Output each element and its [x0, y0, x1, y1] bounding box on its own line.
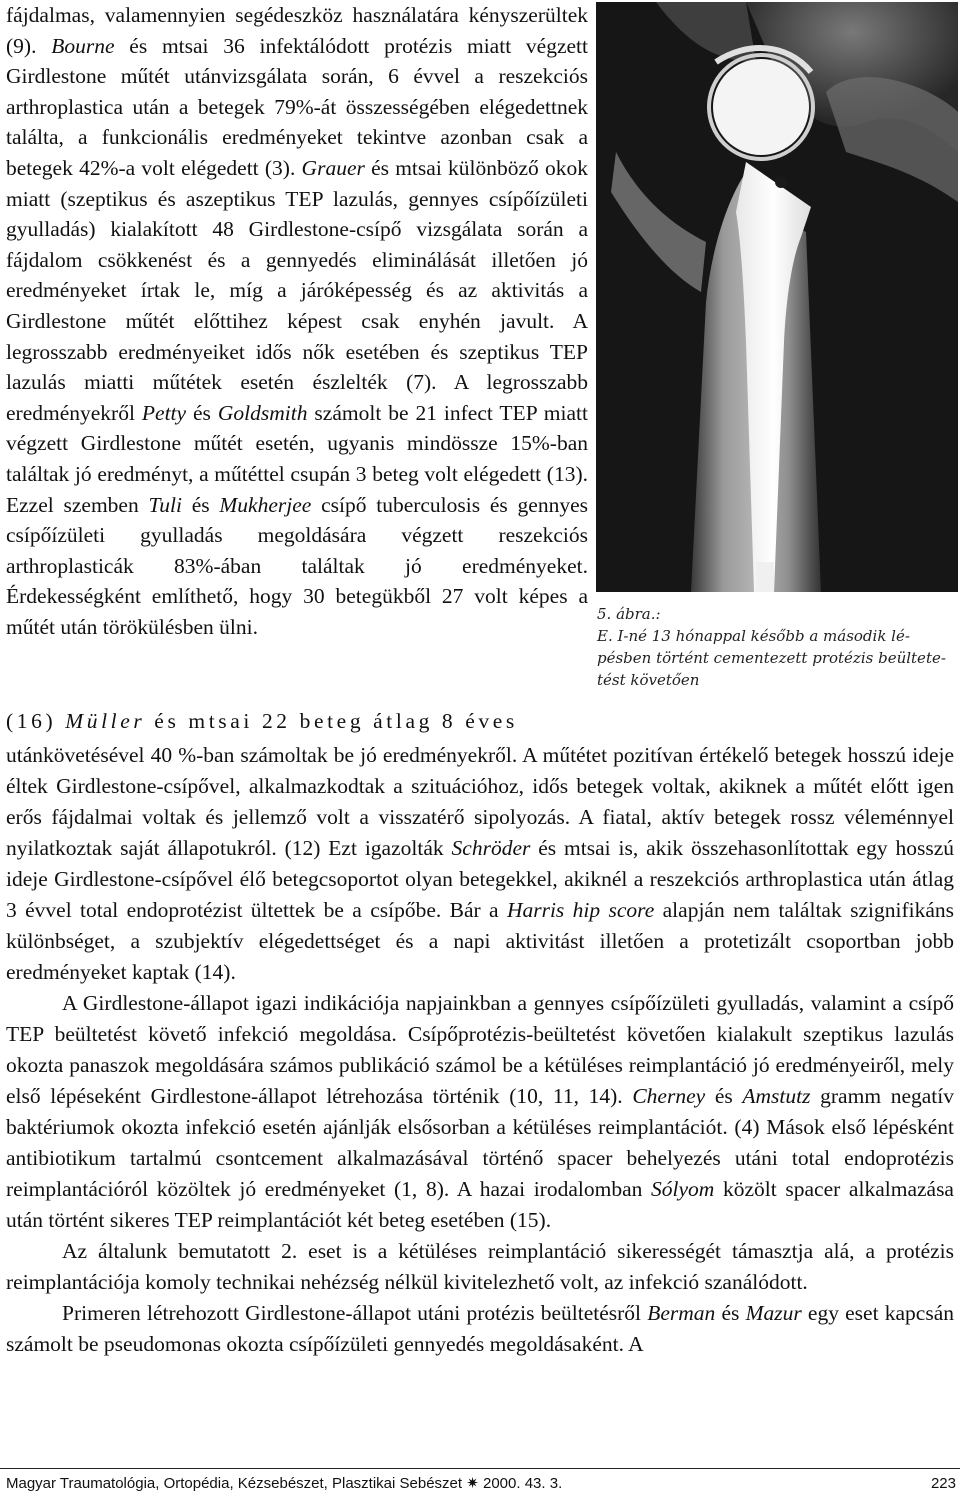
author-name: Grauer [301, 155, 365, 180]
caption-line: pésben történt cementezett protézis beültete- [597, 649, 946, 667]
text-run: (16) [6, 709, 66, 733]
star-icon: ✷ [466, 1475, 479, 1492]
author-name: Mukherjee [219, 492, 312, 517]
page-footer [0, 1468, 960, 1498]
text-run: és [186, 400, 218, 425]
author-name: Harris hip score [506, 898, 655, 922]
text-run: és [181, 492, 220, 517]
page-number: 223 [930, 1475, 956, 1492]
author-name: Petty [141, 400, 187, 425]
paragraph [6, 1298, 954, 1360]
paragraph [6, 1236, 954, 1298]
text-run: egy eset kapcsán számolt be pseudomonas okozta csípőízületi gennyedés megoldásaként. A [6, 1301, 954, 1356]
text-run: és [705, 1084, 743, 1108]
author-name: Amstutz [742, 1084, 811, 1108]
paragraph [6, 988, 954, 1236]
text-run: A Girdlestone-állapot igazi indikációja napjainkban a gennyes csípőízületi gyulladás, valamint a csípő TEP beültetést követő infekció megoldása. Csípőprotézis-beültetést követően kialakult szeptikus lazulás okozta panaszok megoldására számos publikáció számol be a kétüléses reimplantáció jó eredményeiről, mely első lépéseként Girdlestone-állapot létrehozása történik (10, 11, 14). [6, 991, 954, 1108]
author-name: Sólyom [651, 1177, 715, 1201]
caption-line: tést követően [597, 671, 700, 689]
text-run: Primeren létrehozott Girdlestone-állapot utáni protézis beültetésről [62, 1301, 648, 1325]
figure-label: 5. ábra.: [597, 605, 661, 623]
text-run: és mtsai különböző okok miatt (szeptikus és aszeptikus TEP lazulás, gennyes csípőízületi gyulladás) kialakított 48 Girdlestone-csípő vizsgálata során a fájdalom csökkenést és a gennyedés eliminálását illetően jó eredményeket írtak le, míg a járóképesség és az aktivitás a Girdlestone műtét előttihez képest csak enyhén javult. A legrosszabb eredményeiket idős nők esetében és szeptikus TEP lazulás miatti műtétek esetén észlelték (7). A legrosszabb eredményekről [6, 155, 588, 425]
text-run: alapján nem találtak szignifikáns különbséget, a szubjektív elégedettséget és a napi aktivitást illetően a protetizált csoportban jobb eredményeket kaptak (14). [6, 898, 954, 984]
author-name: Tuli [148, 492, 182, 517]
issue-info: 2000. 43. 3. [483, 1475, 563, 1492]
column-text [6, 0, 588, 642]
author-name: Müller [65, 709, 146, 733]
author-name: Goldsmith [217, 400, 308, 425]
author-name: Cherney [632, 1084, 706, 1108]
text-run: utánkövetésével 40 %-ban számoltak be jó eredményekről. A műtétet pozitívan értékelő betegek hosszú ideje éltek Girdlestone-csípővel, alkalmazkodtak a szituációhoz, idős betegek voltak, akiknek a műtét előtt igen erős fájdalmai voltak és jellemző volt a visszatérő sipolyozás. A fiatal, aktív betegek rossz véleménnyel nyilatkoztak saját állapotukról. (12) Ezt igazolták [6, 743, 954, 860]
xray-image [596, 2, 958, 592]
text-run: Az általunk bemutatott 2. eset is a kétüléses reimplantáció sikerességét támasztja alá, a protézis reimplantációja komoly technikai nehézség nélkül kivitelezhető volt, az infekció szanálódott. [6, 1239, 954, 1294]
lead-line [6, 706, 588, 737]
text-run: és mtsai is, akik összehasonlítottak egy hosszú ideje Girdlestone-csípővel élő betegcsoportot olyan betegekkel, akiknél a reszekciós arthroplastica után átlag 3 évvel total endoprotézist ültettek be a csípőbe. Bár a [6, 836, 954, 922]
xray-figure [596, 2, 958, 592]
figure-caption [597, 603, 957, 691]
text-run: és mtsai 36 infektálódott protézis miatt végzett Girdlestone műtét utánvizsgálata során, 6 évvel a reszekciós arthroplastica után a betegek 79%-át összességében elégedettnek találta, a funkcionális eredményeket tekintve azonban csak a betegek 42%-a volt elégedett (3). [6, 33, 589, 180]
author-name: Berman [647, 1301, 716, 1325]
text-run: és mtsai 22 beteg átlag 8 éves [145, 709, 518, 733]
caption-line: E. I-né 13 hónappal később a második lé- [597, 627, 910, 645]
author-name: Mazur [745, 1301, 802, 1325]
text-run: gramm negatív baktériumok okozta infekció esetén ajánlják elsősorban a kétüléses reimplantációt. (4) Mások első lépésként antibiotikum tartalmú csontcement alkalmazásával történő spacer behelyezés utáni total endoprotézis reimplantációról közöltek jó eredményeket (1, 8). A hazai irodalomban [6, 1084, 954, 1201]
paragraph [6, 740, 954, 988]
journal-info [6, 1470, 562, 1498]
text-run: és [715, 1301, 746, 1325]
author-name: Schröder [451, 836, 531, 860]
author-name: Bourne [51, 33, 115, 58]
paragraph [6, 0, 588, 642]
journal-title: Magyar Traumatológia, Ortopédia, Kézsebészet, Plasztikai Sebészet [6, 1475, 463, 1492]
text-run: csípő tuberculosis és gennyes csípőízületi gyulladás megoldására végzett reszekciós arthroplasticák 83%-ában találtak jó eredményeket. Érdekességként említhető, hogy 30 betegükből 27 volt képes a műtét után törökülésben ülni. [6, 492, 588, 639]
text-run: fájdalmas, valamennyien segédeszköz használatára kényszerültek (9). [6, 3, 588, 58]
full-width-text [6, 740, 954, 1360]
text-run: közölt spacer alkalmazása után történt sikeres TEP reimplantációt két beteg esetében (15). [6, 1177, 954, 1232]
text-run: számolt be 21 infect TEP miatt végzett Girdlestone műtét esetén, ugyanis mindössze 15%-ban találtak jó eredményt, a műtéttel csupán 3 beteg volt elégedett (13). Ezzel szemben [6, 400, 588, 517]
